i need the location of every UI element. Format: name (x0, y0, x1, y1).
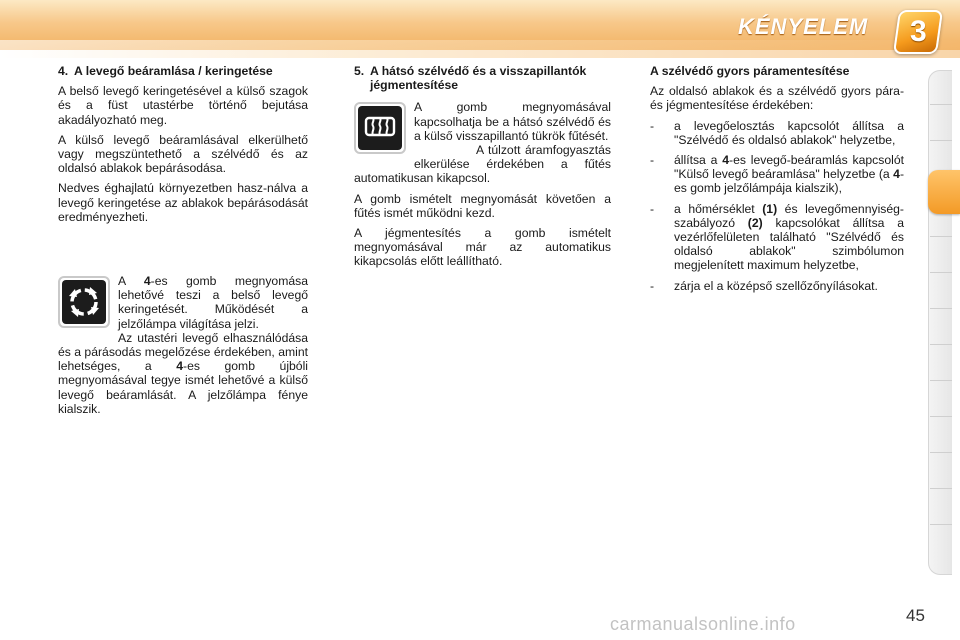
tab-divider (930, 344, 952, 345)
text-run: Az utastéri levegő elhasználódása és a párásodás megelőzése érdekében, amint lehetséges, a (58, 330, 308, 374)
tab-divider (930, 104, 952, 105)
instruction-list (650, 119, 904, 293)
chapter-tab-strip (928, 70, 952, 575)
paragraph: A belső levegő keringetésével a külső szagok és a füst utastérbe történő bejutása akadályozható meg. (58, 84, 308, 127)
section-rear-defrost (354, 64, 611, 269)
text-run: -es gomb jelzőlámpája kialszik), (674, 167, 904, 196)
section-heading-text: A levegő beáramlása / keringetése (74, 64, 273, 78)
section-heading (58, 64, 308, 78)
list-bullet: - (650, 278, 655, 293)
text-run: állítsa a (674, 153, 723, 168)
control-ref: (1) (762, 201, 778, 216)
rear-defrost-icon (358, 106, 402, 150)
recirculation-button-illustration (58, 276, 110, 328)
button-ref: 4 (893, 167, 900, 182)
section-number: 5. (354, 64, 365, 78)
list-bullet: - (650, 201, 655, 216)
page-number: 45 (906, 606, 925, 625)
tab-divider (930, 236, 952, 237)
paragraph: A túlzott áramfogyasztás elkerülése érdekében a fűtés automatikusan kikapcsol. (354, 143, 611, 186)
tab-divider (930, 452, 952, 453)
tab-divider (930, 380, 952, 381)
chapter-number: 3 (909, 15, 927, 48)
air-recirculation-icon (62, 280, 106, 324)
active-chapter-tab[interactable] (928, 170, 960, 214)
page-header (0, 0, 960, 58)
paragraph: A külső levegő beáramlásával elkerülhető vagy megszüntethető a szélvédő és az oldalsó ablakok bepárásodása. (58, 132, 308, 176)
paragraph (58, 331, 308, 416)
chapter-title: KÉNYELEM (738, 14, 869, 39)
list-item (650, 202, 904, 273)
list-item (650, 279, 904, 293)
text-run: -es gomb újbóli megnyomásával tegye ismét lehetővé a külső levegő beáramlását. A jelzőlámpa fénye kialszik. (58, 359, 308, 416)
tab-divider (930, 524, 952, 525)
paragraph: A gomb ismételt megnyomását követően a fűtés ismét működni kezd. (354, 191, 611, 220)
tab-divider (930, 416, 952, 417)
section-number: 4. (58, 64, 69, 78)
paragraph: Az oldalsó ablakok és a szélvédő gyors pára- és jégmentesítése érdekében: (650, 84, 904, 113)
chapter-number-badge (893, 10, 943, 54)
defrost-button-illustration (354, 102, 406, 154)
recirculation-paragraph (58, 274, 308, 416)
paragraph: A gomb megnyomásával kapcsolhatja be a hátsó szélvédő és a külső visszapillantó tükrök fűtését. (414, 100, 611, 143)
list-item (650, 153, 904, 196)
text-run: és levegőmennyiség-szabályozó (674, 201, 904, 230)
list-bullet: - (650, 153, 655, 168)
text-run: A (118, 274, 144, 289)
text-run: zárja el a középső szellőzőnyílásokat. (674, 278, 878, 293)
defrost-paragraph (354, 100, 611, 268)
section-quick-demist (650, 64, 904, 293)
section-heading-text: A szélvédő gyors páramentesítése (650, 64, 850, 78)
tab-divider (930, 488, 952, 489)
text-run: -es gomb megnyomása lehetővé teszi a belső levegő keringetését. Működését a jelzőlámpa világítása jelzi. (118, 274, 309, 331)
tab-divider (930, 272, 952, 273)
text-run: kapcsolókat állítsa a vezérlőfelületen található "Szélvédő és oldalsó ablakok" szimbólumon megjelenített maximum helyzetbe, (674, 215, 905, 273)
header-fade (0, 40, 960, 58)
tab-divider (930, 308, 952, 309)
section-heading-text: A hátsó szélvédő és a visszapillantók jégmentesítése (370, 64, 587, 93)
text-run: -es levegő-beáramlás kapcsolót "Külső levegő beáramlása" helyzetbe (a (674, 153, 904, 182)
button-ref: 4 (143, 274, 151, 289)
tab-divider (930, 140, 952, 141)
text-run: a levegőelosztás kapcsolót állítsa a "Szélvédő és oldalsó ablakok" helyzetbe, (674, 118, 904, 147)
paragraph: A jégmentesítés a gomb ismételt megnyomásával már az automatikus kikapcsolás előtt leállítható. (354, 226, 611, 269)
section-heading (354, 64, 611, 92)
text-run: a hőmérséklet (674, 201, 763, 216)
paragraph: Nedves éghajlatú környezetben hasz-nálva a levegő keringetése az ablakok bepárásodását eredményezheti. (58, 181, 308, 224)
list-item (650, 119, 904, 147)
button-ref: 4 (176, 359, 184, 374)
list-bullet: - (650, 118, 655, 133)
section-air-intake (58, 64, 308, 416)
control-ref: (2) (747, 215, 763, 230)
watermark: carmanualsonline.info (610, 614, 796, 634)
button-ref: 4 (722, 153, 730, 168)
